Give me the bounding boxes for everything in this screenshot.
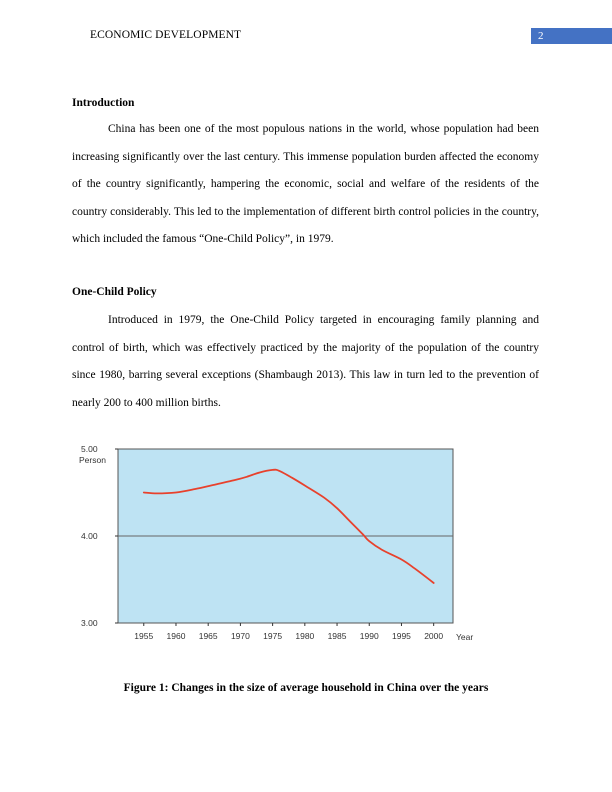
one-child-policy-paragraph: Introduced in 1979, the One-Child Policy targeted in encouraging family planning and control of birth, which was effectively practiced by the majority of the population of the country since 1980, barring several exceptions (Shambaugh 2013). This law in turn led to the prevention of nearly 200 to 400 million births. xyxy=(72,314,539,409)
y-tick-label: 3.00 xyxy=(81,618,98,628)
figure-caption: Figure 1: Changes in the size of average household in China over the years xyxy=(123,682,489,694)
y-tick-label: 5.00 xyxy=(81,444,98,454)
x-tick-label: 2000 xyxy=(424,631,444,641)
x-tick-label: 1995 xyxy=(392,631,411,641)
household-size-chart xyxy=(72,440,492,650)
page-number: 2 xyxy=(531,28,612,44)
x-tick-label: 1990 xyxy=(359,631,379,641)
x-tick-label: 1985 xyxy=(327,631,347,641)
y-tick-label: 4.00 xyxy=(81,531,98,541)
x-tick-label: 1975 xyxy=(263,631,283,641)
x-tick-label: 1955 xyxy=(134,631,154,641)
x-axis-label: Year xyxy=(456,632,474,642)
running-head: ECONOMIC DEVELOPMENT xyxy=(90,29,242,41)
x-tick-label: 1965 xyxy=(198,631,218,641)
section-heading-one-child-policy: One-Child Policy xyxy=(72,286,157,298)
x-tick-label: 1960 xyxy=(166,631,186,641)
y-axis-label: Person xyxy=(79,455,106,465)
section-heading-introduction: Introduction xyxy=(72,97,135,109)
introduction-paragraph: China has been one of the most populous nations in the world, whose population had been increasing significantly over the last century. This immense population burden affected the economy of the country significantly, hampering the economic, social and welfare of the residents of the country considerably. This led to the implementation of different birth control policies in the country, which included the famous “One-Child Policy”, in 1979. xyxy=(72,123,539,245)
x-tick-label: 1970 xyxy=(230,631,250,641)
x-tick-label: 1980 xyxy=(295,631,315,641)
